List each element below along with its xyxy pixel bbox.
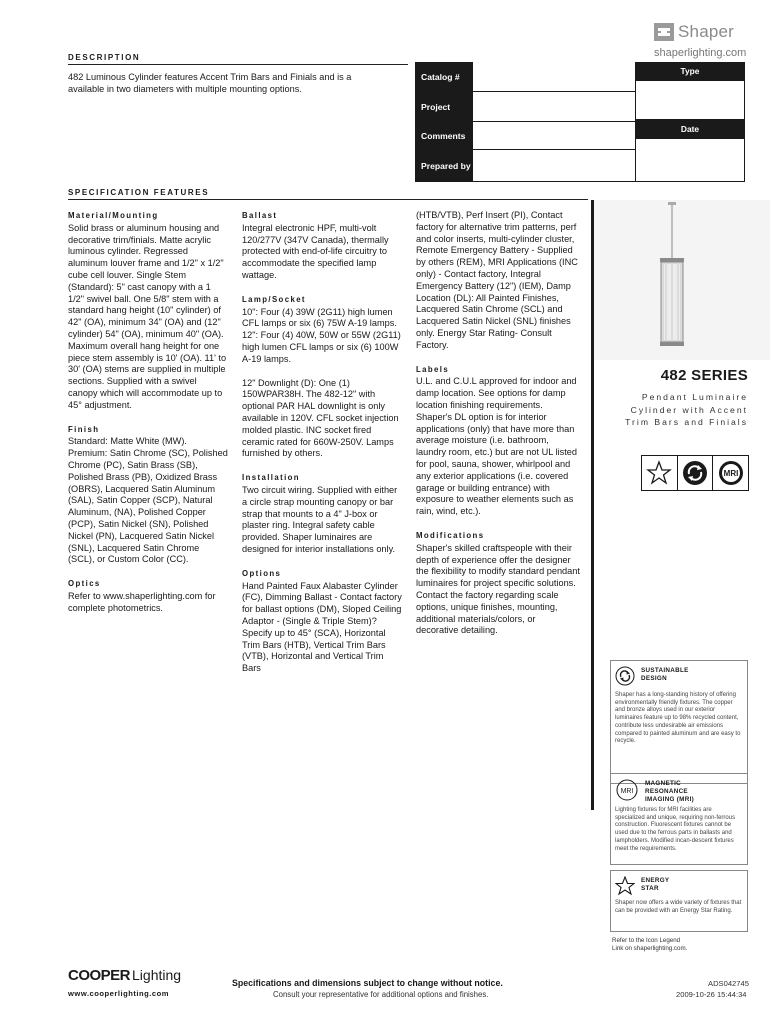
footer-consult: Consult your representative for additional options and finishes.: [273, 990, 489, 999]
date-header: Date: [635, 120, 745, 138]
material-text: Solid brass or aluminum housing and decorative trim/finials. Matte acrylic luminous cylinder. Regressed aluminum louver frame and 1/2" x 1/2" cube cell louver. Single Stem (Standard): 5" cast canopy with a 1 1/2" swivel ball. One 5/8" stem with a standard hang height (10" cylinder) of 42" (OA), minimum 34" (OA) and (12" cylinder) 54" (OA), minimum 40" (OA). Maximum overall hang height for one piece stem assembly is 10' (OA). 11' to 30' (OA) stems are supplied in multiple sections. Supplied with a swivel canopy which will accommodate up to 45° adjustment.: [68, 222, 227, 410]
legend-title-line: IMAGING (MRI): [645, 796, 695, 803]
cooper-logo-bold: COOPER: [68, 967, 131, 984]
feature-icons: [641, 455, 749, 491]
legend-title-line: SUSTAINABLE: [641, 667, 689, 674]
labels-text: U.L. and C.U.L approved for indoor and damp location. See options for damp location finishing requirements. Shaper's DL option is for interior applications (only) that have more than average moisture (i.e. bathroom, laundry room, etc.) but are not UL listed for pool, sauna, shower, whirlpool and any exterior applications (i.e. covered garage or building entrance) with exposure to weather elements such as rain, wind, etc.).: [416, 376, 578, 517]
ballast-text: Integral electronic HPF, multi-volt 120/277V (347V Canada), thermally protected with end-of-life circuitry to accommodate the specified lamp wattage.: [242, 222, 389, 280]
series-subtitle-line: Cylinder with Accent: [630, 404, 748, 415]
mri-icon: [615, 779, 639, 801]
legend-mri-text: Lighting fixtures for MRI facilities are specialized and unique, requiring non-ferrous construction. Fluorescent fixtures cannot be used due to the ferrous parts in ballasts and lampholders. Modified incan-descent fixtures meet the requirements.: [615, 807, 736, 852]
optics-heading: Optics: [68, 579, 101, 589]
recycle-icon: [678, 456, 714, 490]
legend-title-line: DESIGN: [641, 675, 667, 682]
comments-label: Comments: [415, 122, 473, 150]
series-subtitle-line: Pendant Luminaire: [641, 392, 748, 402]
recycle-icon: [615, 666, 635, 686]
mri-icon: [713, 456, 748, 490]
project-label: Project: [415, 92, 473, 122]
legend-sustainable: [610, 660, 748, 784]
type-header: Type: [635, 62, 745, 80]
legend-title-line: MAGNETIC: [645, 780, 681, 787]
legend-reference-line: Link on shaperlighting.com.: [612, 945, 688, 952]
cooper-logo: [68, 967, 181, 984]
legend-sustainable-text: Shaper has a long-standing history of offering environmentally friendly fixtures. The copper and bronze alloys used in our exterior luminaires feature up to 98% recycled content, contribute less undesirable air emissions compared to painted aluminum and are easy to recycle.: [615, 692, 741, 745]
installation-text: Two circuit wiring. Supplied with either a circle strap mounting canopy or bar strap that mounts to a 4" J-box or plaster ring. Integral safety cable provided. Shaper luminaires are designed for interior installations only.: [242, 484, 398, 554]
installation-heading: Installation: [242, 473, 300, 483]
legend-energy-text: Shaper now offers a wide variety of fixtures that can be provided with an Energy Star Rating.: [615, 900, 742, 914]
material-heading: Material/Mounting: [68, 211, 159, 220]
cooper-logo-light: Lighting: [132, 967, 182, 983]
brand-url[interactable]: shaperlighting.com: [654, 47, 747, 59]
modifications-text: Shaper's skilled craftspeople with their depth of experience offer the designer the flexibility to modify standard pendant luminaires for project specific solutions. Contact the factory regarding scale options, unique finishes, mounting, additional materials/colors, or decorative detailing.: [416, 542, 580, 636]
spec-label: SPECIFICATION FEATURES: [68, 188, 210, 197]
shaper-logo-icon: [654, 23, 674, 41]
series-subtitle-line: Trim Bars and Finials: [625, 417, 748, 427]
divider: [68, 199, 588, 200]
ballast-heading: Ballast: [242, 211, 278, 220]
legend-mri: [610, 773, 748, 865]
energy-star-icon: [615, 876, 635, 896]
cooper-url[interactable]: www.cooperlighting.com: [68, 989, 170, 998]
downlight-text: 12" Downlight (D): One (1) 150WPAR38H. The 482-12" with optional PAR HAL downlight is only available in 120V. CFL socket injection molded plastic. INC socket fired ceramic rated for 660W-250V. Lamps furnished by others.: [242, 377, 399, 459]
mri-badge-text: MRI: [723, 469, 739, 478]
series-subtitle: [598, 391, 748, 429]
legend-title-line: STAR: [641, 885, 659, 892]
legend-title-line: RESONANCE: [645, 788, 688, 795]
spec-column-2: [242, 210, 402, 675]
optics-text: Refer to www.shaperlighting.com for complete photometrics.: [68, 590, 216, 613]
legend-reference-line: Refer to the Icon Legend: [612, 937, 681, 944]
brand-name: Shaper: [678, 22, 735, 41]
description-label: DESCRIPTION: [68, 53, 141, 62]
mri-badge-text: MRI: [620, 788, 634, 795]
prepared-label: Prepared by: [415, 150, 473, 182]
spec-column-1: [68, 210, 228, 615]
labels-heading: Labels: [416, 364, 450, 374]
type-field[interactable]: [635, 80, 745, 120]
options-heading: Options: [242, 568, 282, 578]
options-text: Hand Painted Faux Alabaster Cylinder (FC), Dimming Ballast - Contact factory for ballast options (DM), Sloped Ceiling Adaptor - (Single & Triple Stem)?Specify up to 45° (SCA), Horizontal Trim Bars (HTB), Vertical Trim Bars (VTB), Horizontal and Vertical Trim Bars: [242, 580, 402, 674]
finish-text: Standard: Matte White (MW). Premium: Satin Chrome (SC), Polished Chrome (PC), Satin Brass (SB), Polished Brass (PB), Oxidized Brass (OBRS), Lacquered Satin Aluminum (SAL), Satin Copper (SCP), Natural Aluminum, (NA), Polished Copper (PCP), Satin Nickel (SN), Polished Nickel (PN), Lacquered Satin Nickel (SNL), Lacquered Satin Chrome (SCL), or Custom Color (CC).: [68, 436, 228, 565]
description-text: 482 Luminous Cylinder features Accent Trim Bars and Finials and is a available in two diameters with multiple mounting options.: [68, 72, 352, 94]
series-block: [598, 367, 748, 429]
series-title: 482 SERIES: [660, 367, 748, 384]
legend-title-line: ENERGY: [641, 877, 670, 884]
lamp-text: 10": Four (4) 39W (2G11) high lumen CFL lamps or six (6) 75W A-19 lamps. 12": Four (4) 40W, 50W or 55W (2G11) high lumen CFL lamps or six (6) 100W A-19 lamps.: [242, 306, 401, 364]
footer-notice: Specifications and dimensions subject to change without notice.: [232, 978, 503, 988]
options-continued-text: (HTB/VTB), Perf Insert (PI), Contact factory for alternative trim patterns, perf and color inserts, multi-cylinder cluster, Remote Emergency Battery - Supplied by others (REM), MRI Applications (INC only) - Contact factory, Integral Emergency Battery (12") (IEM), Damp Location (DL): All Painted Finishes, Lacquered Satin Chrome (SCL) and Lacquered Satin Nickel (SNL) finishes only. Energy Star Rating- Consult Factory.: [416, 210, 578, 350]
lamp-heading: Lamp/Socket: [242, 294, 306, 304]
energy-star-icon: [642, 456, 678, 490]
date-field[interactable]: [635, 138, 745, 182]
finish-heading: Finish: [68, 424, 100, 434]
product-photo: [594, 200, 770, 360]
legend-energy-star: [610, 870, 748, 932]
project-info-form: [415, 62, 745, 182]
document-code: ADS042745: [708, 979, 749, 988]
document-date: 2009-10-26 15:44:34: [676, 990, 747, 999]
brand-logo: [654, 22, 754, 42]
pendant-illustration: [594, 200, 770, 360]
modifications-heading: Modifications: [416, 530, 485, 540]
divider: [68, 64, 408, 65]
spec-column-3: [416, 210, 580, 637]
catalog-label: Catalog #: [415, 62, 473, 92]
legend-reference: [612, 937, 687, 953]
